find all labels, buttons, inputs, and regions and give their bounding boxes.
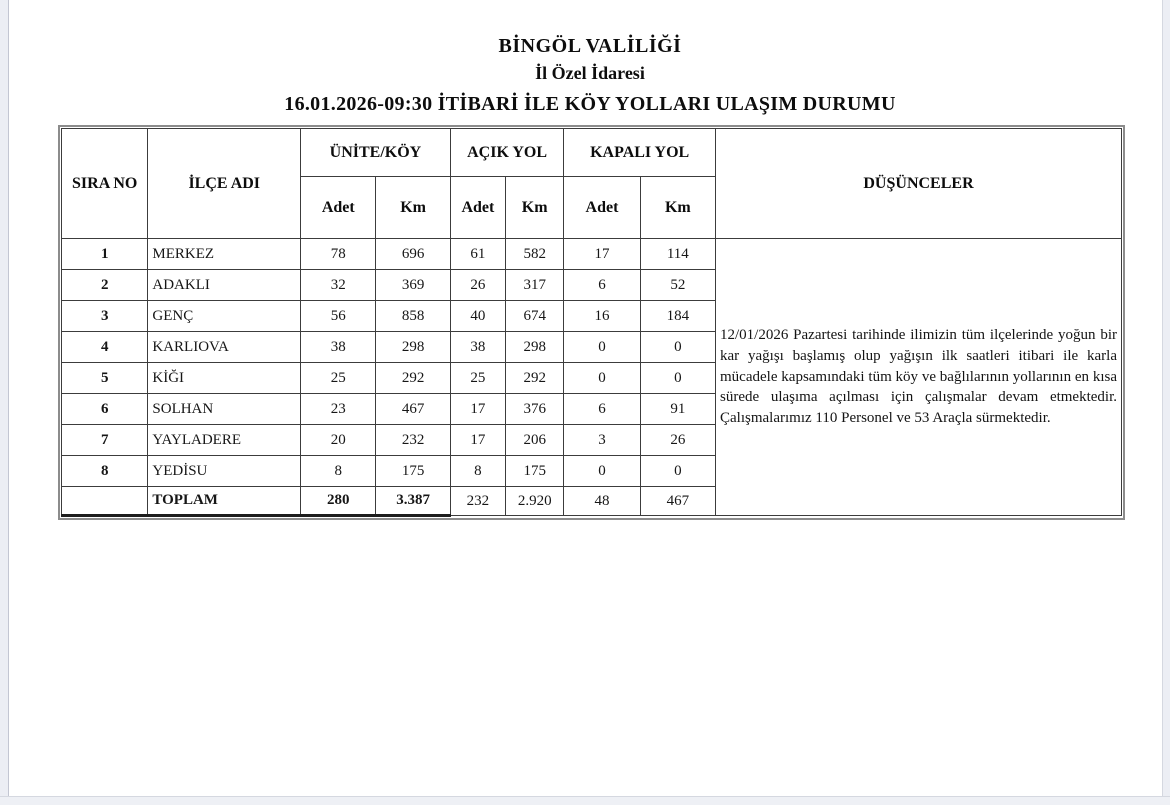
cell-ay-adet: 61 — [450, 239, 505, 270]
col-header-sira-no: SIRA NO — [62, 129, 148, 239]
cell-ky-adet: 3 — [564, 425, 640, 456]
title-governorship: BİNGÖL VALİLİĞİ — [498, 35, 682, 57]
cell-ky-km: 26 — [640, 425, 715, 456]
cell-uk-adet: 23 — [301, 394, 376, 425]
cell-sira: 8 — [62, 456, 148, 487]
cell-sira: 1 — [62, 239, 148, 270]
total-label: TOPLAM — [148, 487, 301, 516]
cell-ilce: KARLIOVA — [148, 332, 301, 363]
total-ky-adet: 48 — [564, 487, 640, 516]
cell-ky-adet: 0 — [564, 363, 640, 394]
cell-ky-adet: 17 — [564, 239, 640, 270]
cell-sira: 2 — [62, 270, 148, 301]
cell-ay-adet: 17 — [450, 425, 505, 456]
col-header-ky-km: Km — [640, 177, 715, 239]
cell-ky-adet: 16 — [564, 301, 640, 332]
cell-ay-km: 317 — [506, 270, 564, 301]
cell-ay-km: 298 — [506, 332, 564, 363]
cell-ky-km: 0 — [640, 363, 715, 394]
cell-ky-adet: 6 — [564, 394, 640, 425]
cell-ilce: GENÇ — [148, 301, 301, 332]
total-ky-km: 467 — [640, 487, 715, 516]
cell-ilce: YEDİSU — [148, 456, 301, 487]
cell-ilce: ADAKLI — [148, 270, 301, 301]
cell-ay-adet: 8 — [450, 456, 505, 487]
cell-ay-km: 582 — [506, 239, 564, 270]
cell-ky-adet: 0 — [564, 456, 640, 487]
cell-ky-km: 91 — [640, 394, 715, 425]
cell-ilce: MERKEZ — [148, 239, 301, 270]
cell-ilce: YAYLADERE — [148, 425, 301, 456]
cell-ay-adet: 25 — [450, 363, 505, 394]
title-report: 16.01.2026-09:30 İTİBARİ İLE KÖY YOLLARI ULAŞIM DURUMU — [284, 93, 896, 115]
viewer-right-edge — [1162, 0, 1170, 805]
cell-uk-adet: 38 — [301, 332, 376, 363]
viewer-bottom-edge — [0, 796, 1170, 805]
cell-ky-km: 52 — [640, 270, 715, 301]
total-uk-km: 3.387 — [376, 487, 450, 516]
title-administration: İl Özel İdaresi — [535, 63, 645, 83]
cell-ky-km: 0 — [640, 332, 715, 363]
cell-ay-km: 674 — [506, 301, 564, 332]
road-status-table — [61, 128, 1122, 517]
col-header-ay-adet: Adet — [450, 177, 505, 239]
col-header-ilce-adi: İLÇE ADI — [148, 129, 301, 239]
viewer-left-edge — [0, 0, 9, 805]
cell-ay-adet: 38 — [450, 332, 505, 363]
col-header-kapali-yol: KAPALI YOL — [564, 129, 716, 177]
cell-sira: 3 — [62, 301, 148, 332]
total-ay-adet: 232 — [450, 487, 505, 516]
road-status-table-frame — [58, 125, 1125, 520]
cell-uk-km: 858 — [376, 301, 450, 332]
remarks-cell — [716, 239, 1122, 516]
cell-ky-km: 184 — [640, 301, 715, 332]
cell-ay-adet: 26 — [450, 270, 505, 301]
cell-ilce: KİĞI — [148, 363, 301, 394]
cell-uk-km: 175 — [376, 456, 450, 487]
cell-sira: 5 — [62, 363, 148, 394]
col-header-dusunceler: DÜŞÜNCELER — [716, 129, 1122, 239]
cell-uk-km: 696 — [376, 239, 450, 270]
cell-sira-empty — [62, 487, 148, 516]
document-header — [60, 34, 1120, 116]
cell-uk-adet: 56 — [301, 301, 376, 332]
table-row — [62, 239, 1122, 270]
table-body — [62, 239, 1122, 516]
table-header — [62, 129, 1122, 239]
col-header-acik-yol: AÇIK YOL — [450, 129, 564, 177]
cell-uk-km: 292 — [376, 363, 450, 394]
cell-uk-km: 369 — [376, 270, 450, 301]
col-header-uk-km: Km — [376, 177, 450, 239]
cell-uk-adet: 20 — [301, 425, 376, 456]
cell-uk-km: 298 — [376, 332, 450, 363]
cell-uk-adet: 8 — [301, 456, 376, 487]
cell-ky-adet: 0 — [564, 332, 640, 363]
cell-ilce: SOLHAN — [148, 394, 301, 425]
header-row-groups — [62, 129, 1122, 177]
cell-sira: 4 — [62, 332, 148, 363]
cell-ay-adet: 40 — [450, 301, 505, 332]
cell-ay-adet: 17 — [450, 394, 505, 425]
cell-uk-adet: 78 — [301, 239, 376, 270]
col-header-ky-adet: Adet — [564, 177, 640, 239]
cell-uk-km: 467 — [376, 394, 450, 425]
cell-ay-km: 292 — [506, 363, 564, 394]
cell-ky-km: 0 — [640, 456, 715, 487]
cell-ay-km: 175 — [506, 456, 564, 487]
cell-sira: 6 — [62, 394, 148, 425]
cell-uk-adet: 32 — [301, 270, 376, 301]
cell-uk-km: 232 — [376, 425, 450, 456]
cell-ay-km: 376 — [506, 394, 564, 425]
col-header-uk-adet: Adet — [301, 177, 376, 239]
cell-sira: 7 — [62, 425, 148, 456]
total-ay-km: 2.920 — [506, 487, 564, 516]
total-uk-adet: 280 — [301, 487, 376, 516]
cell-uk-adet: 25 — [301, 363, 376, 394]
col-header-unite-koy: ÜNİTE/KÖY — [301, 129, 451, 177]
col-header-ay-km: Km — [506, 177, 564, 239]
cell-ky-km: 114 — [640, 239, 715, 270]
remarks-text: 12/01/2026 Pazartesi tarihinde ilimizin tüm ilçelerinde yoğun bir kar yağışı başlamış olup yağışın ilk saatleri itibari ile karla mücadele kapsamındaki tüm köy ve bağlılarının yollarının en kısa sürede ulaşıma açılması için çalışmalar devam etmektedir. Çalışmalarımız 110 Personel ve 53 Araçla sürmektedir. — [720, 327, 1117, 427]
cell-ky-adet: 6 — [564, 270, 640, 301]
cell-ay-km: 206 — [506, 425, 564, 456]
